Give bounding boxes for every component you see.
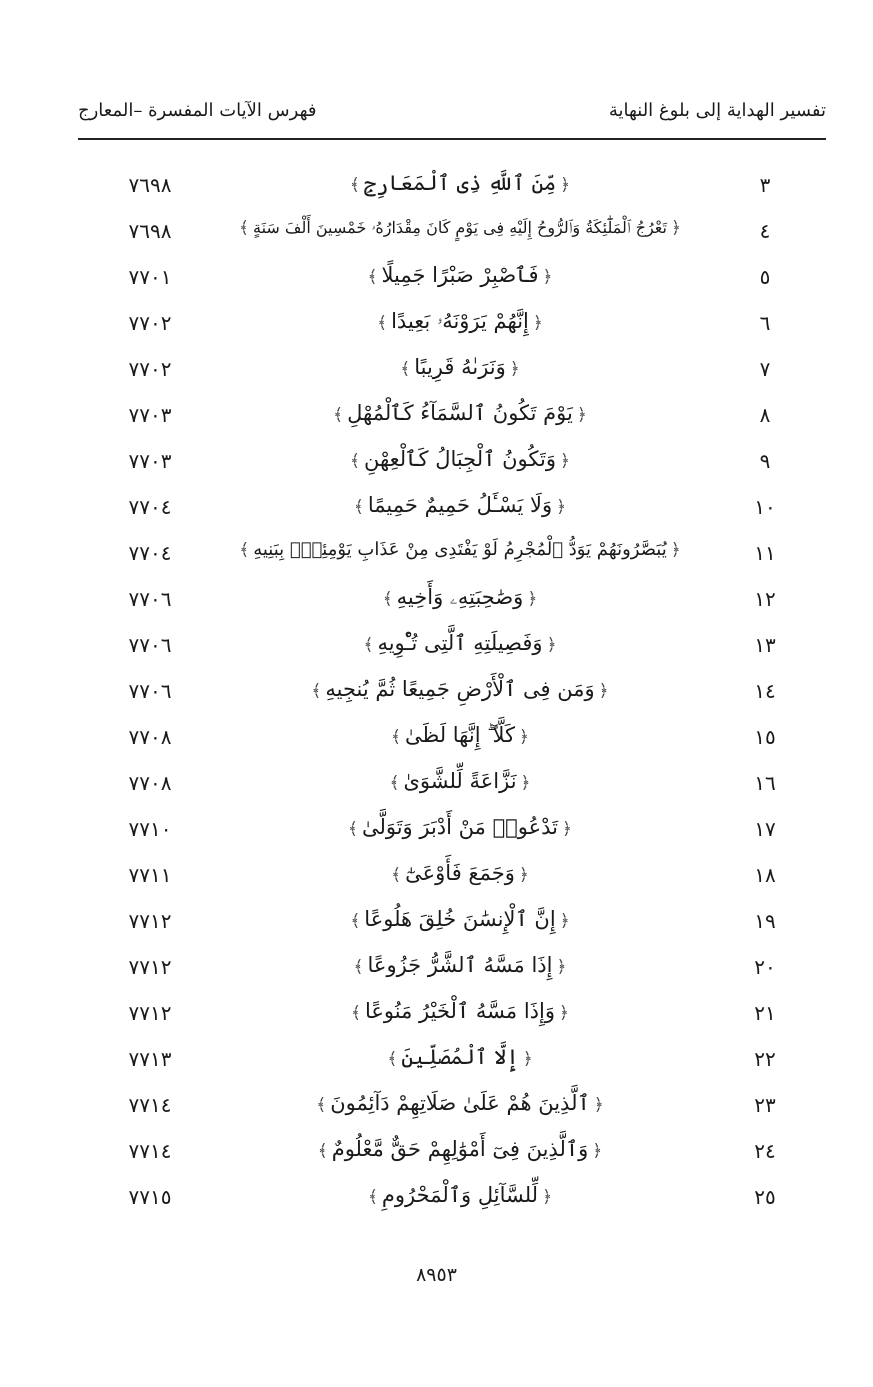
book-title: تفسير الهداية إلى بلوغ النهاية (608, 100, 826, 121)
ornament-open: ﴿ (527, 589, 538, 609)
verse-number: ٢١ (754, 1001, 776, 1025)
verse-text-cell (230, 815, 690, 839)
verse-text-cell (230, 401, 690, 425)
ornament-close: ﴾ (391, 865, 402, 885)
table-row (0, 1177, 873, 1223)
table-row (0, 211, 873, 257)
page-ref: ٧٧٠٢ (128, 311, 172, 335)
verse-text: كَلَّآ ۖ إِنَّهَا لَظَىٰ (404, 723, 515, 747)
verse-text: يُبَصَّرُونَهُمْ يَوَدُّ ٱلْمُجْرِمُ لَوْ يَفْتَدِى مِنْ عَذَابِ يَوْمِئِذٍۭ بِبَنِيهِ (253, 539, 667, 560)
ornament-open: ﴿ (593, 1095, 604, 1115)
ornament-open: ﴿ (558, 1003, 569, 1023)
ornament-open: ﴿ (670, 540, 681, 560)
ornament-open: ﴿ (520, 773, 531, 793)
verse-number: ١٨ (754, 863, 776, 887)
ornament-open: ﴿ (542, 267, 553, 287)
page-ref: ٧٧١٣ (128, 1047, 172, 1071)
verse-text: تَعْرُجُ ٱلْمَلَٰٓئِكَةُ وَٱلرُّوحُ إِلَيْهِ فِى يَوْمٍ كَانَ مِقْدَارُهُۥ خَمْسِينَ أَلْفَ سَنَةٍ (253, 218, 667, 237)
verse-text-cell (230, 769, 690, 793)
ornament-close: ﴾ (239, 540, 250, 560)
verse-text-cell (230, 585, 690, 610)
verse-text-cell (230, 539, 690, 560)
verse-number: ٣ (759, 173, 771, 197)
table-row (0, 993, 873, 1039)
page-ref: ٧٧١٤ (128, 1139, 172, 1163)
page-ref: ٧٧٠٤ (128, 495, 172, 519)
page-ref: ٧٧٠٤ (128, 541, 172, 565)
ornament-close: ﴾ (391, 727, 401, 747)
ornament-close: ﴾ (350, 451, 361, 471)
ornament-close: ﴾ (387, 1049, 398, 1069)
page-ref: ٧٧٠٨ (128, 771, 172, 795)
page-ref: ٧٧١٢ (128, 955, 172, 979)
ornament-open: ﴿ (519, 727, 529, 747)
ornament-close: ﴾ (347, 819, 358, 839)
page-ref: ٧٧٠٣ (128, 403, 172, 427)
page-ref: ٧٧٠٨ (128, 725, 172, 749)
ornament-open: ﴿ (598, 681, 609, 701)
table-row (0, 947, 873, 993)
verse-number: ٧ (759, 357, 771, 381)
ornament-close: ﴾ (350, 911, 361, 931)
verse-number: ١٢ (754, 587, 776, 611)
verse-text-cell (230, 1137, 690, 1161)
ornament-open: ﴿ (532, 313, 543, 333)
table-row (0, 349, 873, 395)
ornament-close: ﴾ (400, 359, 411, 379)
page-ref: ٧٧١١ (128, 863, 172, 887)
verse-text-cell (230, 493, 690, 517)
section-title: فهرس الآيات المفسرة –المعارج (78, 100, 317, 121)
ornament-close: ﴾ (333, 405, 344, 425)
verse-text-cell (230, 355, 690, 379)
verse-text: وَنَرَىٰهُ قَرِيبًا (414, 355, 506, 379)
verse-number: ١٣ (754, 633, 776, 657)
verse-index-table (0, 165, 873, 1225)
page-ref: ٧٧٠٢ (128, 357, 172, 381)
verse-number: ٢٣ (754, 1093, 776, 1117)
verse-text-cell (230, 907, 690, 931)
ornament-close: ﴾ (377, 313, 388, 333)
verse-number: ١٤ (754, 679, 776, 703)
table-row (0, 533, 873, 579)
verse-text-cell (230, 1091, 690, 1115)
ornament-close: ﴾ (349, 175, 360, 195)
table-row (0, 901, 873, 947)
ornament-close: ﴾ (351, 1003, 361, 1023)
verse-text: وَفَصِيلَتِهِ ٱلَّتِى تُـْٔوِيهِ (377, 631, 543, 655)
verse-number: ٤ (759, 219, 771, 243)
verse-text-cell (230, 999, 690, 1023)
verse-text: وَلَا يَسْـَٔلُ حَمِيمٌ حَمِيمًا (367, 493, 553, 517)
verse-text: إِلَّا ٱلْمُصَلِّينَ (401, 1045, 519, 1069)
verse-text-cell (230, 1045, 690, 1069)
page-ref: ٧٧٠٦ (128, 679, 172, 703)
ornament-open: ﴿ (559, 451, 570, 471)
verse-text: وَصَٰحِبَتِهِۦ وَأَخِيهِ (396, 585, 524, 609)
table-row (0, 855, 873, 901)
verse-number: ٢٠ (754, 955, 776, 979)
ornament-close: ﴾ (316, 1095, 327, 1115)
table-row (0, 1131, 873, 1177)
verse-number: ١٩ (754, 909, 776, 933)
page-ref: ٧٧٠٣ (128, 449, 172, 473)
table-row (0, 165, 873, 211)
ornament-close: ﴾ (317, 1141, 328, 1161)
verse-text-cell (230, 217, 690, 238)
verse-number: ١٥ (754, 725, 776, 749)
table-row (0, 1039, 873, 1085)
ornament-close: ﴾ (311, 681, 322, 701)
ornament-open: ﴿ (522, 1049, 533, 1069)
verse-text-cell (230, 447, 690, 471)
table-row (0, 441, 873, 487)
ornament-close: ﴾ (239, 218, 249, 238)
verse-number: ٢٤ (754, 1139, 776, 1163)
header-rule (78, 138, 826, 140)
verse-number: ١٧ (754, 817, 776, 841)
verse-text: وَٱلَّذِينَ فِىٓ أَمْوَٰلِهِمْ حَقٌّ مَّعْلُومٌ (331, 1137, 589, 1161)
ornament-open: ﴿ (556, 497, 567, 517)
page-ref: ٧٧٠٦ (128, 633, 172, 657)
page-ref: ٧٧٠٦ (128, 587, 172, 611)
ornament-close: ﴾ (367, 1187, 378, 1207)
verse-text: وَإِذَا مَسَّهُ ٱلْخَيْرُ مَنُوعًا (365, 999, 555, 1023)
table-row (0, 763, 873, 809)
ornament-open: ﴿ (560, 175, 571, 195)
ornament-open: ﴿ (562, 819, 572, 839)
page-ref: ٧٧١٢ (128, 909, 172, 933)
ornament-open: ﴿ (556, 957, 567, 977)
ornament-open: ﴿ (592, 1141, 603, 1161)
table-row (0, 671, 873, 717)
verse-number: ٢٢ (754, 1047, 776, 1071)
verse-text: إِنَّ ٱلْإِنسَٰنَ خُلِقَ هَلُوعًا (364, 907, 556, 931)
table-row (0, 717, 873, 763)
page-ref: ٧٧١٠ (128, 817, 172, 841)
ornament-close: ﴾ (353, 957, 364, 977)
ornament-open: ﴿ (542, 1187, 553, 1207)
ornament-open: ﴿ (576, 405, 587, 425)
ornament-open: ﴿ (670, 218, 681, 238)
table-row (0, 809, 873, 855)
ornament-close: ﴾ (353, 497, 364, 517)
page-ref: ٧٧١٢ (128, 1001, 172, 1025)
ornament-close: ﴾ (363, 635, 374, 655)
verse-text: إِنَّهُمْ يَرَوْنَهُۥ بَعِيدًا (391, 309, 529, 333)
page-ref: ٧٧١٥ (128, 1185, 172, 1209)
verse-number: ٨ (759, 403, 771, 427)
verse-text-cell (230, 677, 690, 701)
ornament-close: ﴾ (382, 589, 393, 609)
verse-text: يَوْمَ تَكُونُ ٱلسَّمَآءُ كَٱلْمُهْلِ (347, 401, 573, 425)
verse-text-cell (230, 953, 690, 977)
verse-text: مِّنَ ٱللَّهِ ذِى ٱلْمَعَارِجِ (363, 171, 557, 195)
verse-number: ٩ (759, 449, 771, 473)
table-row (0, 625, 873, 671)
verse-text: ٱلَّذِينَ هُمْ عَلَىٰ صَلَاتِهِمْ دَآئِمُونَ (330, 1091, 590, 1115)
table-row (0, 487, 873, 533)
verse-text: وَجَمَعَ فَأَوْعَىٰٓ (405, 861, 515, 885)
page-ref: ٧٦٩٨ (128, 173, 172, 197)
ornament-close: ﴾ (367, 267, 378, 287)
page-ref: ٧٧١٤ (128, 1093, 172, 1117)
verse-number: ٥ (759, 265, 771, 289)
table-row (0, 1085, 873, 1131)
ornament-open: ﴿ (546, 635, 557, 655)
verse-text-cell (230, 309, 690, 334)
verse-text: وَمَن فِى ٱلْأَرْضِ جَمِيعًا ثُمَّ يُنجِيهِ (325, 677, 595, 701)
verse-text-cell (230, 1183, 690, 1207)
running-header (78, 100, 826, 140)
verse-text: تَدْعُوا۟ مَنْ أَدْبَرَ وَتَوَلَّىٰ (361, 815, 559, 839)
page-ref: ٧٧٠١ (128, 265, 172, 289)
verse-text-cell (230, 171, 690, 195)
ornament-open: ﴿ (518, 865, 529, 885)
verse-text-cell (230, 631, 690, 655)
verse-number: ٢٥ (754, 1185, 776, 1209)
verse-text: لِّلسَّآئِلِ وَٱلْمَحْرُومِ (381, 1183, 539, 1207)
table-row (0, 257, 873, 303)
table-row (0, 579, 873, 625)
verse-number: ١٦ (754, 771, 776, 795)
page-ref: ٧٦٩٨ (128, 219, 172, 243)
ornament-close: ﴾ (389, 773, 400, 793)
verse-number: ١١ (754, 541, 776, 565)
table-row (0, 395, 873, 441)
verse-text: إِذَا مَسَّهُ ٱلشَّرُّ جَزُوعًا (367, 953, 553, 977)
verse-text: وَتَكُونُ ٱلْجِبَالُ كَٱلْعِهْنِ (364, 447, 556, 471)
ornament-open: ﴿ (559, 911, 570, 931)
verse-text-cell (230, 861, 690, 885)
verse-text-cell (230, 723, 690, 748)
ornament-open: ﴿ (509, 359, 520, 379)
verse-text: نَزَّاعَةً لِّلشَّوَىٰ (403, 769, 517, 793)
verse-text: فَٱصْبِرْ صَبْرًا جَمِيلًا (381, 263, 539, 287)
verse-number: ١٠ (754, 495, 776, 519)
table-row (0, 303, 873, 349)
page-number: ٨٩٥٣ (416, 1264, 457, 1286)
verse-text-cell (230, 263, 690, 287)
verse-number: ٦ (759, 311, 771, 335)
